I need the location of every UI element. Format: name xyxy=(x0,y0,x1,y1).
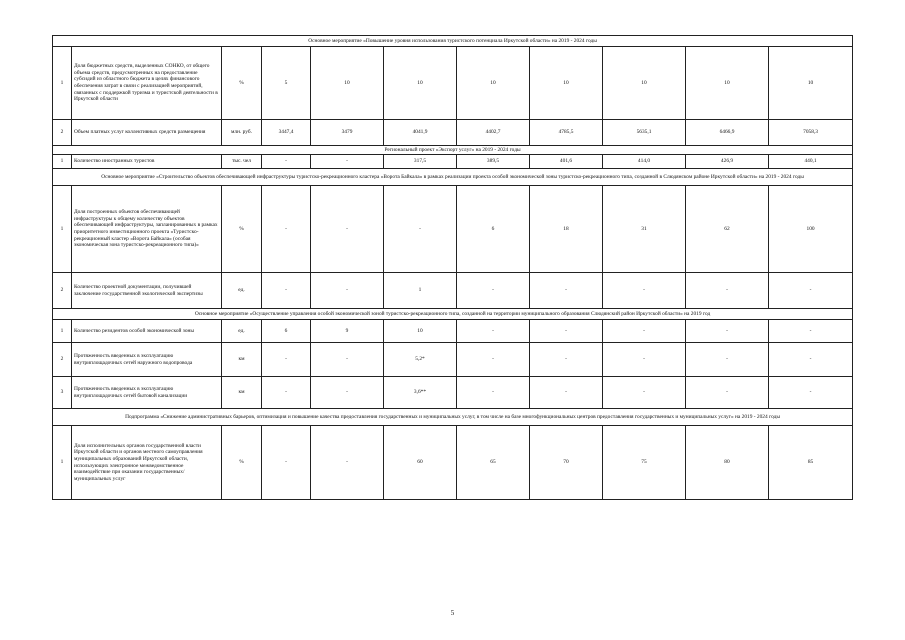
value-cell: 426,9 xyxy=(686,155,769,169)
value-cell: 10 xyxy=(769,47,853,120)
value-cell: - xyxy=(603,343,686,377)
value-cell: - xyxy=(686,320,769,343)
section-header-row xyxy=(53,309,853,320)
value-cell: 85 xyxy=(769,426,853,500)
row-number: 1 xyxy=(53,320,72,343)
value-cell: - xyxy=(457,273,530,309)
value-cell: - xyxy=(384,186,457,273)
row-number: 2 xyxy=(53,343,72,377)
section-header: Региональный проект «Экспорт услуг» на 2019 - 2024 годы xyxy=(53,146,853,155)
value-cell: - xyxy=(686,377,769,409)
value-cell: 9 xyxy=(311,320,384,343)
row-number: 1 xyxy=(53,186,72,273)
value-cell: 18 xyxy=(530,186,603,273)
value-cell: 5,2* xyxy=(384,343,457,377)
value-cell: 65 xyxy=(457,426,530,500)
value-cell: 80 xyxy=(686,426,769,500)
value-cell: 62 xyxy=(686,186,769,273)
value-cell: 4402,7 xyxy=(457,120,530,146)
indicators-table xyxy=(52,35,853,500)
value-cell: - xyxy=(262,377,311,409)
value-cell: 31 xyxy=(603,186,686,273)
value-cell: 440,1 xyxy=(769,155,853,169)
unit-cell: км xyxy=(222,377,262,409)
value-cell: - xyxy=(262,186,311,273)
section-header: Основное мероприятие «Строительство объектов обеспечивающей инфраструктуры туристско-рекреационного кластера «Ворота Байкала» в рамках реализации проекта особой экономической зоны туристско-рекреационного типа, созданной в Слюдянском районе Иркутской области» на 2019 - 2024 годы xyxy=(53,169,853,186)
table-row xyxy=(53,155,853,169)
value-cell: - xyxy=(769,320,853,343)
value-cell: 5 xyxy=(262,47,311,120)
indicator-name: Количество резидентов особой экономической зоны xyxy=(72,320,222,343)
unit-cell: ед. xyxy=(222,320,262,343)
section-header-row xyxy=(53,36,853,47)
value-cell: - xyxy=(769,377,853,409)
table-row xyxy=(53,47,853,120)
table-body xyxy=(53,36,853,500)
row-number: 3 xyxy=(53,377,72,409)
section-header-row xyxy=(53,409,853,426)
indicator-name: Доля исполнительных органов государственной власти Иркутской области и органов местного самоуправления муниципальных образований Иркутской области, использующих электронное межведомственное взаимодействие при оказании государственных/муниципальных услуг xyxy=(72,426,222,500)
row-number: 1 xyxy=(53,155,72,169)
value-cell: 3447,4 xyxy=(262,120,311,146)
value-cell: 10 xyxy=(530,47,603,120)
unit-cell: км xyxy=(222,343,262,377)
value-cell: - xyxy=(457,343,530,377)
value-cell: 401,6 xyxy=(530,155,603,169)
indicator-name: Объем платных услуг коллективных средств размещения xyxy=(72,120,222,146)
indicator-name: Протяженность введенных в эксплуатацию внутриплощадочных сетей наружного водопровода xyxy=(72,343,222,377)
unit-cell: % xyxy=(222,426,262,500)
indicator-name: Протяженность введенных в эксплуатацию внутриплощадочных сетей бытовой канализации xyxy=(72,377,222,409)
table-row xyxy=(53,377,853,409)
value-cell: - xyxy=(603,273,686,309)
value-cell: - xyxy=(769,273,853,309)
row-number: 1 xyxy=(53,426,72,500)
value-cell: 4041,9 xyxy=(384,120,457,146)
value-cell: 1 xyxy=(384,273,457,309)
value-cell: - xyxy=(530,343,603,377)
value-cell: 100 xyxy=(769,186,853,273)
table-row xyxy=(53,186,853,273)
value-cell: - xyxy=(686,343,769,377)
value-cell: - xyxy=(311,186,384,273)
document-sheet xyxy=(52,35,852,500)
value-cell: - xyxy=(311,155,384,169)
value-cell: - xyxy=(311,343,384,377)
value-cell: - xyxy=(603,377,686,409)
table-row xyxy=(53,273,853,309)
page-number: 5 xyxy=(450,609,455,617)
unit-cell: ед. xyxy=(222,273,262,309)
value-cell: 5635,1 xyxy=(603,120,686,146)
value-cell: 10 xyxy=(457,47,530,120)
value-cell: - xyxy=(457,320,530,343)
value-cell: - xyxy=(311,426,384,500)
value-cell: 7058,3 xyxy=(769,120,853,146)
value-cell: - xyxy=(457,377,530,409)
value-cell: - xyxy=(262,273,311,309)
section-header: Основное мероприятие «Повышение уровня использования туристского потенциала Иркутской области» на 2019 - 2024 годы xyxy=(53,36,853,47)
value-cell: 70 xyxy=(530,426,603,500)
value-cell: 10 xyxy=(686,47,769,120)
value-cell: - xyxy=(769,343,853,377)
row-number: 2 xyxy=(53,273,72,309)
value-cell: 10 xyxy=(603,47,686,120)
value-cell: 3479 xyxy=(311,120,384,146)
value-cell: 10 xyxy=(311,47,384,120)
section-header: Подпрограмма «Снижение административных барьеров, оптимизация и повышение качества предоставления государственных и муниципальных услуг, в том числе на базе многофункциональных центров предоставления государственных и муниципальных услуг» на 2019 - 2024 годы xyxy=(53,409,853,426)
value-cell: - xyxy=(530,273,603,309)
value-cell: - xyxy=(530,377,603,409)
value-cell: 6 xyxy=(457,186,530,273)
indicator-name: Доля построенных объектов обеспечивающей инфраструктуры к общему количеству объектов обеспечивающей инфраструктуры, запланированных в рамках приоритетного инвестиционного проекта «Туристско-рекреационный кластер «Ворота Байкала» (особая экономическая зона туристско-рекреационного типа)» xyxy=(72,186,222,273)
unit-cell: % xyxy=(222,186,262,273)
value-cell: 3,6** xyxy=(384,377,457,409)
value-cell: - xyxy=(530,320,603,343)
section-header-row xyxy=(53,146,853,155)
value-cell: 10 xyxy=(384,47,457,120)
section-header: Основное мероприятие «Осуществление управления особой экономической зоной туристско-рекреационного типа, созданной на территории муниципального образования Слюдянский район Иркутской области» на 2019 год xyxy=(53,309,853,320)
indicator-name: Доля бюджетных средств, выделенных СОНКО, от общего объема средств, предусмотренных на предоставление субсидий из областного бюджета в целях финансового обеспечения затрат в связи с реализацией мероприятий, связанных с поддержкой туризма и туристской деятельности в Иркутской области xyxy=(72,47,222,120)
value-cell: 317,5 xyxy=(384,155,457,169)
row-number: 2 xyxy=(53,120,72,146)
value-cell: - xyxy=(311,377,384,409)
value-cell: 4785,5 xyxy=(530,120,603,146)
value-cell: 10 xyxy=(384,320,457,343)
section-header-row xyxy=(53,169,853,186)
indicator-name: Количество иностранных туристов xyxy=(72,155,222,169)
value-cell: - xyxy=(262,426,311,500)
value-cell: 6 xyxy=(262,320,311,343)
value-cell: - xyxy=(603,320,686,343)
table-row xyxy=(53,343,853,377)
value-cell: - xyxy=(262,343,311,377)
row-number: 1 xyxy=(53,47,72,120)
value-cell: 60 xyxy=(384,426,457,500)
table-row xyxy=(53,426,853,500)
value-cell: - xyxy=(686,273,769,309)
value-cell: 75 xyxy=(603,426,686,500)
table-row xyxy=(53,120,853,146)
table-row xyxy=(53,320,853,343)
value-cell: 6466,9 xyxy=(686,120,769,146)
value-cell: - xyxy=(262,155,311,169)
unit-cell: тыс. чел xyxy=(222,155,262,169)
value-cell: 414,0 xyxy=(603,155,686,169)
unit-cell: млн. руб. xyxy=(222,120,262,146)
value-cell: 389,5 xyxy=(457,155,530,169)
unit-cell: % xyxy=(222,47,262,120)
value-cell: - xyxy=(311,273,384,309)
indicator-name: Количество проектной документации, получившей заключение государственной экологической экспертизы xyxy=(72,273,222,309)
